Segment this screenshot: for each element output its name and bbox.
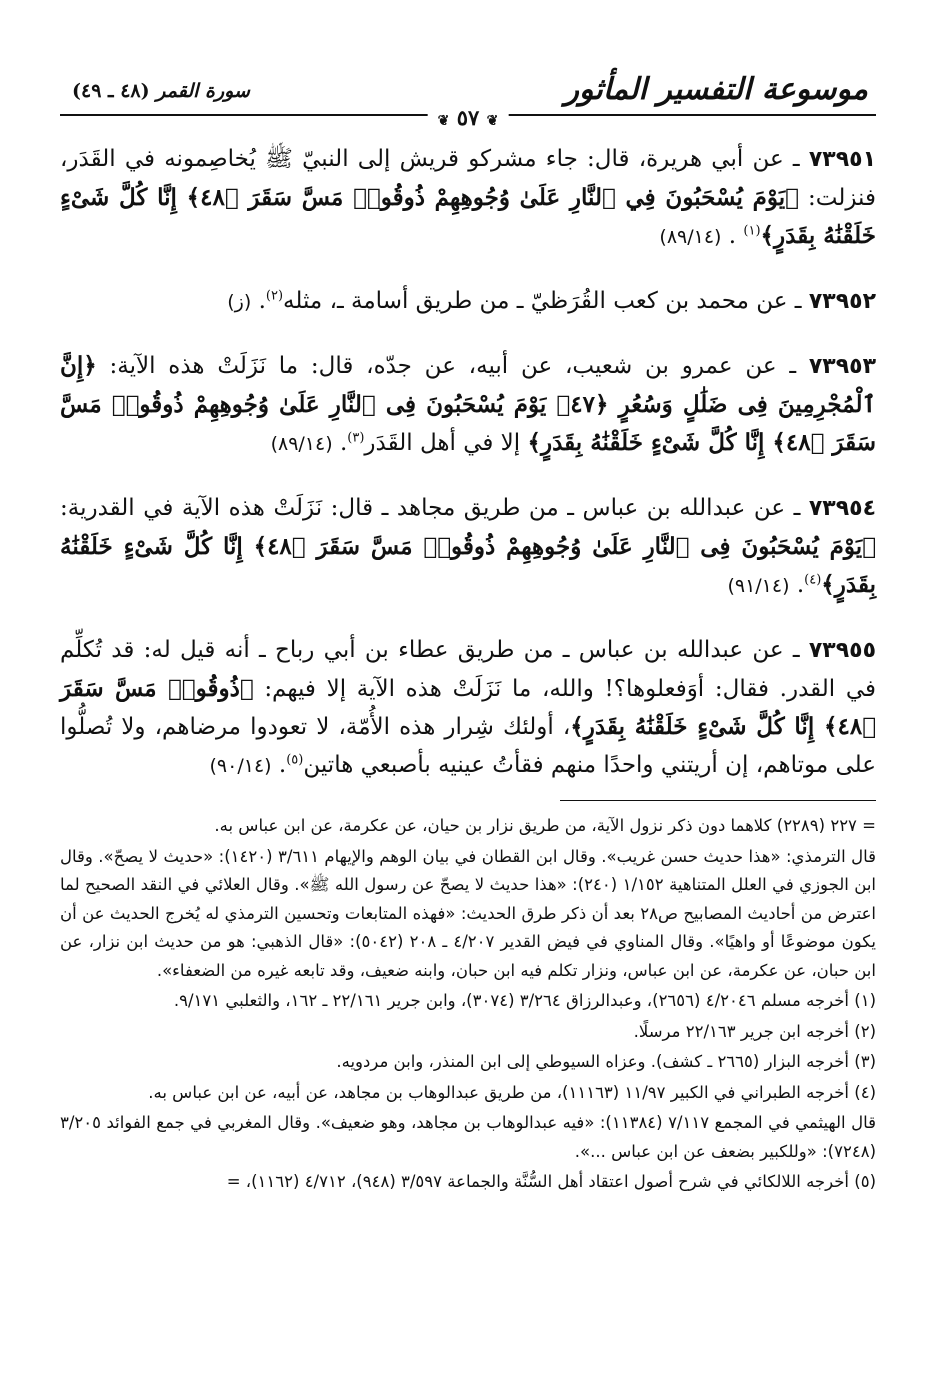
narration-number: ٧٣٩٥٤ (808, 496, 876, 521)
footnote: قال الهيثمي في المجمع ٧/١١٧ (١١٣٨٤): «فيه عبدالوهاب بن مجاهد، وهو ضعيف». وقال المغربي في جمع الفوائد ٣/٢٠٥ (٧٢٤٨): «وللكبير بضعف عن ابن عباس ...». (60, 1113, 876, 1161)
source-reference: (٨٩/١٤) (659, 226, 722, 248)
footnote-marker: (٤) (804, 572, 822, 588)
narration-text: ـ عن عبدالله بن عباس ـ من طريق عطاء بن أبي رباح ـ أنه قيل له: قد تُكلِّم في القدر. فقال: أوَفعلوها؟! والله، ما نَزَلَتْ هذه الآية إلا فيهم: (60, 637, 877, 702)
source-reference: (٨٩/١٤) (270, 433, 333, 455)
page-number-box (428, 105, 509, 130)
footnote: (٢) أخرجه ابن جرير ٢٢/١٦٣ مرسلًا. (633, 1021, 876, 1041)
footnote: (٤) أخرجه الطبراني في الكبير ١١/٩٧ (١١١٦٣)، من طريق عبدالوهاب بن مجاهد، عن أبيه، عن ابن عباس به. (148, 1082, 876, 1102)
verse-range: (٤٨ ـ ٤٩) (72, 80, 150, 102)
narration-entry (60, 140, 876, 256)
punctuation: . (278, 752, 287, 778)
ornament-icon: ❦ (437, 113, 450, 129)
narration-number: ٧٣٩٥٥ (808, 638, 877, 663)
punctuation: . (258, 288, 266, 314)
surah-heading (72, 80, 250, 102)
footnote: (٣) أخرجه البزار (٢٦٦٥ ـ كشف). وعزاه السيوطي إلى ابن المنذر، وابن مردويه. (336, 1052, 876, 1071)
ornament-icon: ❦ (486, 113, 499, 129)
quran-quote: ﴿إِنَّ ٱلْمُجْرِمِينَ فِى ضَلَٰلٍ وَسُعُرٍ ﴿٤٧﴾ يَوْمَ يُسْحَبُونَ فِى ٱلنَّارِ عَلَىٰ وُجُوهِهِمْ ذُوقُوا۟ مَسَّ سَقَرَ ﴿٤٨﴾ إِنَّا كُلَّ شَىْءٍ خَلَقْنَٰهُ بِقَدَرٍ﴾ (60, 352, 876, 456)
narration-number: ٧٣٩٥١ (808, 147, 876, 172)
running-header (60, 70, 876, 130)
quran-quote: ﴿يَوْمَ يُسْحَبُونَ فِى ٱلنَّارِ عَلَىٰ وُجُوهِهِمْ ذُوقُوا۟ مَسَّ سَقَرَ ﴿٤٨﴾ إِنَّا كُلَّ شَىْءٍ خَلَقْنَٰهُ بِقَدَرٍ﴾ (60, 533, 876, 598)
narration-number: ٧٣٩٥٣ (808, 354, 876, 379)
narration-entry (60, 631, 876, 785)
narration-text: ـ عن عمرو بن شعيب، عن أبيه، عن جدّه، قال: ما نَزَلَتْ هذه الآية: (109, 353, 797, 379)
footnote: (٥) أخرجه اللالكائي في شرح أصول اعتقاد أهل السُّنَّة والجماعة ٣/٥٩٧ (٩٤٨)، ٤/٧١٢ (١١٦٢)، = (226, 1172, 876, 1191)
footnote-marker: (١) (743, 223, 761, 239)
page-number: ٥٧ (456, 105, 480, 130)
narration-text: إلا في أهل القَدَر (364, 430, 521, 456)
narration-text: ـ عن محمد بن كعب القُرَظيّ ـ من طريق أسامة ـ، مثله (283, 288, 802, 314)
narration-entry (60, 282, 876, 321)
footnote: قال الترمذي: «هذا حديث حسن غريب». وقال ابن القطان في بيان الوهم والإيهام ٣/٦١١ (١٤٢٠): «حديث لا يصحّ». وقال ابن الجوزي في العلل المتناهية ١/١٥٢ (٢٤٠): «هذا حديث لا يصحّ عن رسول الله ﷺ». وقال العلائي في النقد الصحيح لما اعترض من أحاديث المصابيح ص٢٨ بعد أن ذكر طرق الحديث: «فهذه المتابعات وتحسين الترمذي له يُخرج الحديث عن أن يكون موضوعًا أو واهيًا». وقال المناوي في فيض القدير ٤/٢٠٧ ـ ٢٠٨ (٥٠٤٢): «قال الذهبي: هو من حديث ابن نزار، عن ابن حبان، عن عكرمة، عن ابن عباس، ونزار تكلم فيه ابن حبان، وابنه ضعيف، وقد تابعه غيره من الضعفاء». (60, 846, 877, 980)
punctuation: . (339, 430, 348, 456)
narration-text: ـ عن عبدالله بن عباس ـ من طريق مجاهد ـ قال: نَزَلَتْ هذه الآية في القدرية: (60, 495, 801, 521)
surah-label: سورة القمر (156, 80, 250, 102)
source-reference: (٩١/١٤) (727, 575, 790, 597)
punctuation: . (728, 223, 737, 249)
footnote-separator (560, 800, 876, 801)
footnote-marker: (٣) (347, 430, 365, 446)
source-reference: (ز) (227, 291, 252, 313)
quran-quote: ﴿يَوْمَ يُسْحَبُونَ فِي ٱلنَّارِ عَلَىٰ وُجُوهِهِمْ ذُوقُوا۟ مَسَّ سَقَرَ ﴿٤٨﴾ إِنَّا كُلَّ شَىْءٍ خَلَقْنَٰهُ بِقَدَرٍ﴾ (60, 184, 876, 249)
punctuation: . (796, 572, 805, 598)
narration-text: ، أولئك شِرار هذه الأُمّة، لا تعودوا مرضاهم، ولا تُصلُّوا على موتاهم، إن أريتني واحدًا منهم فقأتُ عينيه بأصبعي هاتين (60, 714, 876, 778)
source-reference: (٩٠/١٤) (209, 755, 272, 777)
quran-quote: ﴿ذُوقُوا۟ مَسَّ سَقَرَ ﴿٤٨﴾ إِنَّا كُلَّ شَىْءٍ خَلَقْنَٰهُ بِقَدَرٍ﴾ (60, 675, 876, 740)
footnotes (60, 812, 876, 1199)
footnote-marker: (٥) (286, 752, 304, 768)
narration-entry (60, 489, 876, 605)
footnote: (١) أخرجه مسلم ٤/٢٠٤٦ (٢٦٥٦)، وعبدالرزاق ٣/٢٦٤ (٣٠٧٤)، وابن جرير ٢٢/١٦١ ـ ١٦٢، والثعلبي ٩/١٧١. (173, 991, 876, 1010)
book-title: موسوعة التفسير المأثور (564, 72, 868, 107)
main-text (60, 140, 876, 811)
footnote-marker: (٢) (265, 288, 284, 304)
narration-text: ـ عن أبي هريرة، قال: جاء مشركو قريش إلى النبيّ ﷺ يُخاصِمونه في القَدَر، فنزلت: (60, 146, 876, 211)
narration-number: ٧٣٩٥٢ (808, 289, 876, 314)
narration-entry (60, 347, 876, 463)
footnote: = ٢٢٧ (٢٢٨٩) كلاهما دون ذكر نزول الآية، من طريق نزار بن حيان، عن عكرمة، عن ابن عباس به. (214, 816, 876, 835)
